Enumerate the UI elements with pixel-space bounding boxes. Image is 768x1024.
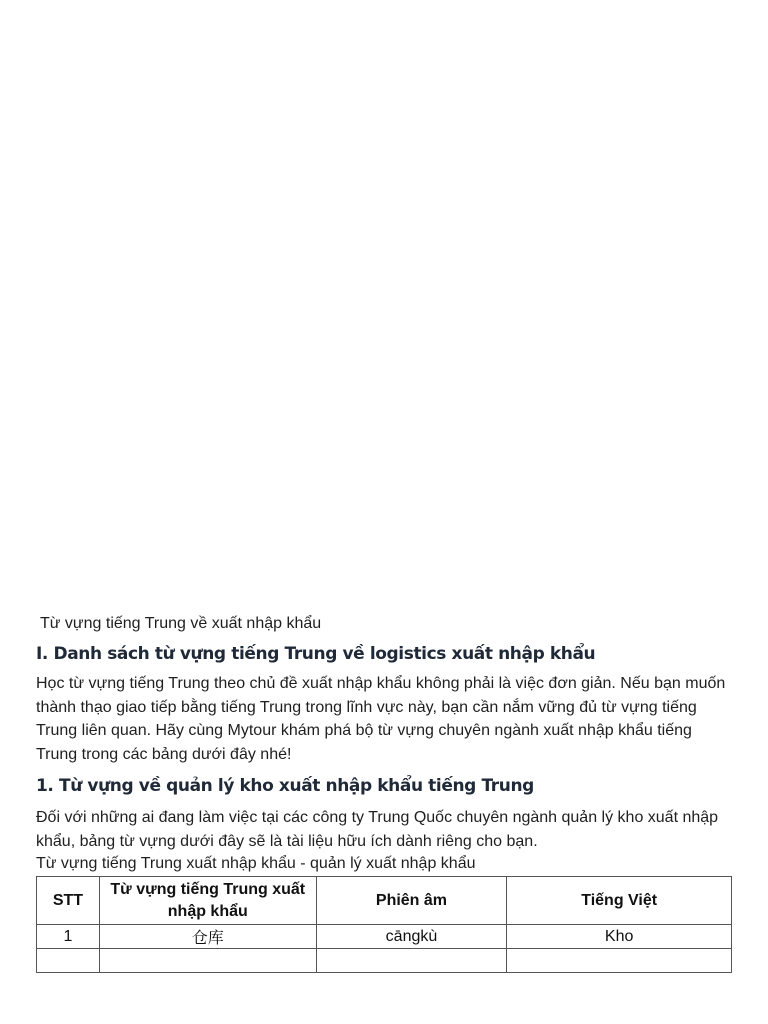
image-caption: Từ vựng tiếng Trung về xuất nhập khẩu	[40, 615, 322, 632]
intro-paragraph: Học từ vựng tiếng Trung theo chủ đề xuất nhập khẩu không phải là việc đơn giản. Nếu bạn muốn thành thạo giao tiếp bằng tiếng Trung trong lĩnh vực này, bạn cần nắm vững đủ từ vựng tiếng Trung liên quan. Hãy cùng Mytour khám phá bộ từ vựng chuyên ngành xuất nhập khẩu tiếng Trung trong các bảng dưới đây nhé!	[36, 675, 726, 763]
cell-vocabulary: 仓库	[99, 925, 316, 949]
header-pronunciation: Phiên âm	[316, 877, 507, 925]
cell-pronunciation	[316, 949, 507, 973]
header-vocabulary: Từ vựng tiếng Trung xuất nhập khẩu	[99, 877, 316, 925]
cell-stt	[37, 949, 100, 973]
cell-stt: 1	[37, 925, 100, 949]
header-stt: STT	[37, 877, 100, 925]
article-content	[36, 612, 736, 973]
table-row	[37, 925, 732, 949]
table-row	[37, 949, 732, 973]
table-caption: Từ vựng tiếng Trung xuất nhập khẩu - quản lý xuất nhập khẩu	[36, 855, 476, 872]
header-vietnamese: Tiếng Việt	[507, 877, 732, 925]
table-header-row	[37, 877, 732, 925]
section-heading: I. Danh sách từ vựng tiếng Trung về logistics xuất nhập khẩu	[36, 644, 596, 664]
cell-vocabulary	[99, 949, 316, 973]
subsection-paragraph: Đối với những ai đang làm việc tại các công ty Trung Quốc chuyên ngành quản lý kho xuất nhập khẩu, bảng từ vựng dưới đây sẽ là tài liệu hữu ích dành riêng cho bạn.	[36, 809, 719, 850]
vocabulary-table	[36, 876, 732, 973]
cell-vietnamese	[507, 949, 732, 973]
cell-pronunciation: cāngkù	[316, 925, 507, 949]
cell-vietnamese: Kho	[507, 925, 732, 949]
subsection-heading: 1. Từ vựng về quản lý kho xuất nhập khẩu tiếng Trung	[36, 776, 534, 796]
